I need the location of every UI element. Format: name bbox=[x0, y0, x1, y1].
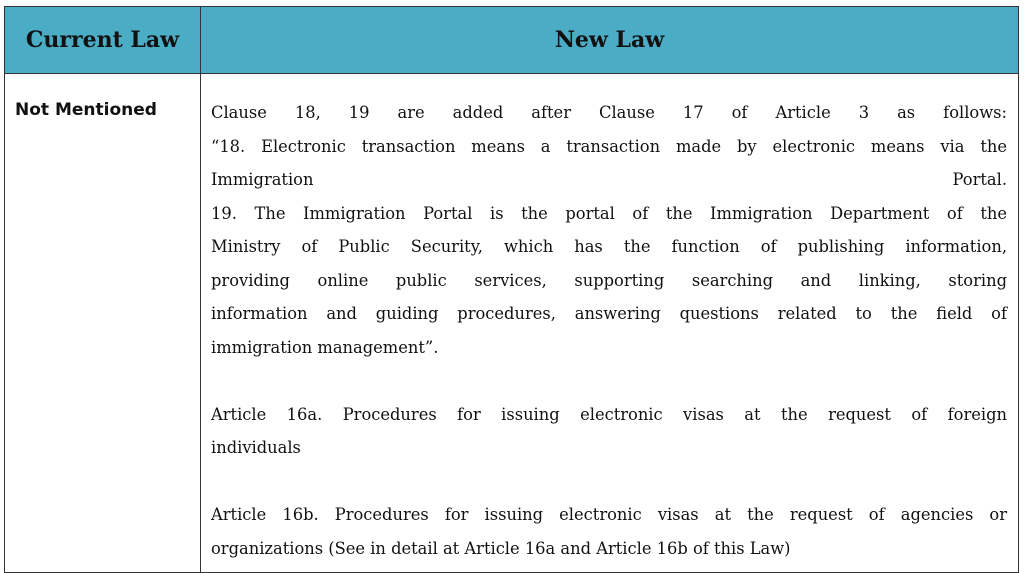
new-law-cell bbox=[201, 74, 1019, 573]
new-law-line: “18. Electronic transaction means a transaction made by electronic means via the bbox=[211, 136, 1007, 156]
law-comparison-table bbox=[4, 6, 1019, 573]
new-law-line: Ministry of Public Security, which has the function of publishing information, bbox=[211, 237, 1007, 256]
new-law-line: providing online public services, supporting searching and linking, storing bbox=[211, 270, 1007, 290]
new-law-line: information and guiding procedures, answering questions related to the field of bbox=[211, 304, 1007, 323]
new-law-line: Article 16a. Procedures for issuing electronic visas at the request of foreign bbox=[211, 404, 1007, 424]
table-row bbox=[5, 74, 1019, 573]
new-law-line: Clause 18, 19 are added after Clause 17 of Article 3 as follows: bbox=[211, 103, 1007, 122]
header-row bbox=[5, 7, 1019, 74]
paragraph-gap bbox=[211, 465, 1007, 499]
new-law-header: New Law bbox=[201, 7, 1019, 74]
new-law-line: individuals bbox=[211, 438, 301, 457]
new-law-line: immigration management”. bbox=[211, 337, 439, 357]
current-law-header: Current Law bbox=[5, 7, 201, 74]
new-law-line: Immigration Portal. bbox=[211, 170, 1007, 189]
paragraph-gap bbox=[211, 364, 1007, 398]
current-law-cell: Not Mentioned bbox=[5, 74, 201, 573]
new-law-line: 19. The Immigration Portal is the portal of the Immigration Department of the bbox=[211, 203, 1007, 223]
new-law-line: organizations (See in detail at Article 16a and Article 16b of this Law) bbox=[211, 538, 791, 558]
new-law-line: Article 16b. Procedures for issuing electronic visas at the request of agencies or bbox=[211, 505, 1007, 524]
